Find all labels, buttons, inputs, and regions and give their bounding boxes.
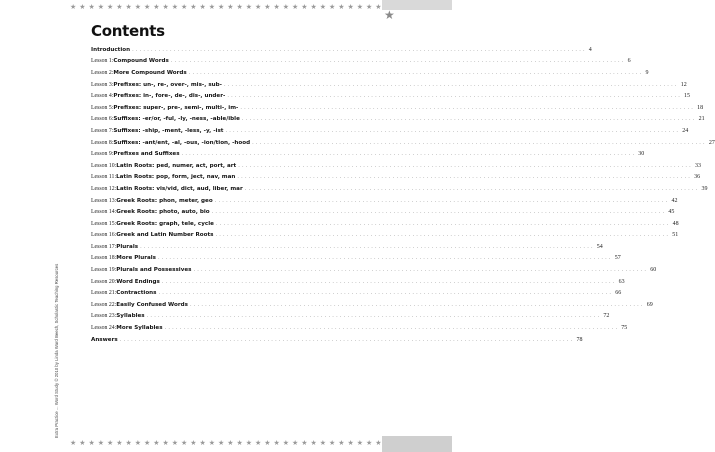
star-icon: ★: [116, 3, 123, 11]
lesson-number: Lesson 15:: [91, 220, 117, 227]
page-number: 4: [588, 46, 592, 53]
star-icon: ★: [153, 439, 160, 447]
lesson-number: Lesson 16:: [91, 232, 117, 239]
star-icon: ★: [70, 439, 77, 447]
dot-leader: ........................................................................................................................: [225, 127, 681, 134]
toc-row: [91, 44, 592, 56]
star-icon: ★: [236, 3, 243, 11]
toc-row: [91, 253, 621, 265]
star-icon: ★: [181, 3, 188, 11]
dot-leader: ........................................................................................................................: [252, 139, 707, 146]
dot-leader: ........................................................................................................................: [237, 174, 693, 181]
star-icon: ★: [134, 3, 142, 11]
dot-leader: ........................................................................................................................: [223, 81, 679, 88]
page-number: 18: [697, 104, 704, 111]
lesson-number: Lesson 7:: [91, 127, 114, 134]
star-icon: ★: [88, 439, 95, 447]
dot-leader: ........................................................................................................................: [146, 313, 602, 320]
star-icon: ★: [227, 439, 234, 447]
star-icon: ★: [292, 439, 299, 447]
lesson-number: Lesson 23:: [91, 313, 117, 320]
star-icon: ★: [218, 3, 225, 11]
toc-row: [91, 114, 705, 126]
page-number: 48: [672, 220, 679, 227]
toc-row: [91, 137, 715, 149]
star-icon: ★: [384, 8, 395, 22]
top-star-border: [70, 2, 382, 12]
star-icon: ★: [319, 439, 327, 447]
dot-leader: ........................................................................................................................: [238, 162, 693, 169]
lesson-number: Lesson 13:: [91, 197, 117, 204]
lesson-number: Lesson 12:: [91, 185, 117, 192]
lesson-number: Lesson 1:: [91, 58, 114, 65]
star-icon: ★: [218, 439, 225, 447]
star-icon: ★: [190, 439, 197, 447]
page-number: 21: [698, 116, 705, 123]
star-icon: ★: [208, 3, 216, 11]
lesson-title: Plurals: [116, 243, 139, 250]
lesson-number: Lesson 3:: [91, 81, 114, 88]
page-number: 60: [650, 267, 657, 274]
star-icon: ★: [88, 3, 95, 11]
lesson-title: More Syllables: [116, 325, 163, 332]
star-icon: ★: [171, 439, 179, 447]
lesson-title: More Plurals: [116, 255, 156, 262]
star-icon: ★: [79, 3, 86, 11]
toc-row: [91, 206, 675, 218]
star-icon: ★: [134, 439, 142, 447]
lesson-title: Prefixes: super-, pre-, semi-, multi-, im-: [113, 104, 239, 111]
star-icon: ★: [255, 439, 262, 447]
dot-leader: ........................................................................................................................: [140, 243, 595, 250]
star-icon: ★: [171, 3, 179, 11]
dot-leader: ........................................................................................................................: [164, 325, 620, 332]
star-icon: ★: [107, 439, 114, 447]
dot-leader: ........................................................................................................................: [215, 232, 671, 239]
page-number: 66: [615, 290, 622, 297]
dot-leader: ........................................................................................................................: [211, 209, 667, 216]
star-icon: ★: [356, 3, 364, 11]
lesson-number: Lesson 18:: [91, 255, 117, 262]
lesson-number: Lesson 9:: [91, 151, 114, 158]
star-icon: ★: [153, 3, 160, 11]
star-icon: ★: [125, 439, 132, 447]
star-icon: ★: [356, 439, 364, 447]
dot-leader: ........................................................................................................................: [193, 267, 649, 274]
toc-row: [91, 276, 625, 288]
page-number: 72: [603, 313, 610, 320]
dot-leader: ........................................................................................................................: [157, 255, 613, 262]
star-icon: ★: [97, 3, 105, 11]
star-icon: ★: [301, 439, 308, 447]
star-icon: ★: [273, 3, 280, 11]
star-icon: ★: [70, 3, 77, 11]
page-number: 12: [680, 81, 687, 88]
lesson-title: Contractions: [116, 290, 157, 297]
toc-row: [91, 322, 628, 334]
star-icon: ★: [338, 439, 345, 447]
star-icon: ★: [319, 3, 327, 11]
star-icon: ★: [144, 439, 151, 447]
lesson-number: Lesson 4:: [91, 93, 114, 100]
toc-row: [91, 299, 653, 311]
page-number: 54: [596, 243, 603, 250]
star-icon: ★: [301, 3, 308, 11]
page-number: 30: [638, 151, 645, 158]
toc-row: [91, 264, 657, 276]
star-icon: ★: [366, 439, 373, 447]
toc-row: [91, 67, 649, 79]
star-icon: ★: [310, 439, 317, 447]
lesson-title: Suffixes: -ant/ent, -al, -ous, -ion/tion, -hood: [113, 139, 251, 146]
lesson-number: Lesson 21:: [91, 290, 117, 297]
star-icon: ★: [310, 3, 317, 11]
toc-row: [91, 148, 645, 160]
page-number: 75: [621, 325, 628, 332]
lesson-number: Lesson 8:: [91, 139, 114, 146]
star-icon: ★: [236, 439, 243, 447]
dot-leader: ........................................................................................................................: [189, 301, 645, 308]
star-icon: ★: [199, 439, 206, 447]
table-of-contents: [91, 44, 715, 345]
toc-row: [91, 172, 701, 184]
dot-leader: ........................................................................................................................: [227, 93, 683, 100]
lesson-title: Syllables: [116, 313, 145, 320]
star-icon: ★: [282, 3, 290, 11]
toc-row: [91, 90, 691, 102]
page-number: 6: [627, 58, 631, 65]
star-icon: ★: [162, 439, 169, 447]
lesson-title: Latin Roots: pop, form, ject, nav, man: [116, 174, 236, 181]
dot-leader: ........................................................................................................................: [244, 185, 700, 192]
star-icon: ★: [366, 3, 373, 11]
lesson-title: Introduction: [91, 46, 131, 53]
page-number: 27: [708, 139, 715, 146]
lesson-title: Greek Roots: graph, tele, cycle: [116, 220, 214, 227]
dot-leader: ........................................................................................................................: [132, 46, 587, 53]
star-icon: ★: [264, 439, 271, 447]
lesson-title: Suffixes: -er/or, -ful, -ly, -ness, -able/ible: [113, 116, 240, 123]
page-number: 9: [645, 69, 649, 76]
copyright-text: Extra Practice ... Word Study © 2010 by Linda Ward Beech, Scholastic Teaching Resources: [54, 263, 59, 438]
star-icon: ★: [199, 3, 206, 11]
dot-leader: ........................................................................................................................: [188, 69, 644, 76]
page-number: 42: [671, 197, 678, 204]
dot-leader: ........................................................................................................................: [215, 220, 671, 227]
toc-row: [91, 230, 679, 242]
lesson-title: Prefixes: un-, re-, over-, mis-, sub-: [113, 81, 222, 88]
dot-leader: ........................................................................................................................: [181, 151, 637, 158]
lesson-number: Lesson 19:: [91, 267, 117, 274]
page-number: 36: [694, 174, 701, 181]
star-icon: ★: [338, 3, 345, 11]
lesson-title: Plurals and Possessives: [116, 267, 192, 274]
dot-leader: ........................................................................................................................: [158, 290, 614, 297]
lesson-number: Lesson 11:: [91, 174, 117, 181]
lesson-title: More Compound Words: [113, 69, 187, 76]
toc-row: [91, 287, 622, 299]
lesson-title: Greek and Latin Number Roots: [116, 232, 214, 239]
lesson-number: Lesson 17:: [91, 243, 117, 250]
lesson-title: Prefixes: in-, fore-, de-, dis-, under-: [113, 93, 226, 100]
lesson-title: Prefixes and Suffixes: [113, 151, 180, 158]
lesson-title: Latin Roots: vis/vid, dict, aud, liber, mar: [116, 185, 243, 192]
toc-row: [91, 102, 704, 114]
lesson-title: Compound Words: [113, 58, 169, 65]
lesson-number: Lesson 22:: [91, 301, 117, 308]
star-icon: ★: [97, 439, 105, 447]
star-icon: ★: [79, 439, 86, 447]
star-icon: ★: [329, 3, 336, 11]
page-number: 33: [694, 162, 701, 169]
lesson-number: Lesson 20:: [91, 278, 117, 285]
dot-leader: ........................................................................................................................: [214, 197, 670, 204]
star-icon: ★: [227, 3, 234, 11]
star-icon: ★: [347, 3, 354, 11]
page-number: 63: [618, 278, 625, 285]
bottom-gray-block: [382, 436, 452, 452]
page-number: 57: [614, 255, 621, 262]
dot-leader: ........................................................................................................................: [240, 104, 696, 111]
lesson-number: Lesson 24:: [91, 325, 117, 332]
star-icon: ★: [125, 3, 132, 11]
lesson-number: Lesson 5:: [91, 104, 114, 111]
toc-row: [91, 311, 610, 323]
toc-row: [91, 125, 689, 137]
star-icon: ★: [107, 3, 114, 11]
toc-row: [91, 160, 701, 172]
lesson-title: Easily Confused Words: [116, 301, 188, 308]
page-number: 78: [576, 336, 583, 343]
toc-row: [91, 195, 678, 207]
spine-credit: [52, 130, 68, 440]
toc-row: [91, 79, 687, 91]
star-icon: ★: [282, 439, 290, 447]
lesson-title: Latin Roots: ped, numer, act, port, art: [116, 162, 237, 169]
toc-row: [91, 56, 631, 68]
star-icon: ★: [245, 439, 253, 447]
page-number: 24: [682, 127, 689, 134]
lesson-title: Suffixes: -ship, -ment, -less, -y, -ist: [113, 127, 224, 134]
star-icon: ★: [181, 439, 188, 447]
toc-row: [91, 334, 583, 346]
dot-leader: ........................................................................................................................: [241, 116, 697, 123]
star-icon: ★: [264, 3, 271, 11]
page-number: 45: [668, 209, 675, 216]
star-icon: ★: [190, 3, 197, 11]
toc-row: [91, 241, 603, 253]
dot-leader: ........................................................................................................................: [119, 336, 575, 343]
dot-leader: ........................................................................................................................: [161, 278, 617, 285]
star-icon: ★: [292, 3, 299, 11]
star-icon: ★: [116, 439, 123, 447]
page-number: 69: [646, 301, 653, 308]
star-icon: ★: [255, 3, 262, 11]
page-title: Contents: [91, 22, 165, 40]
star-icon: ★: [375, 439, 382, 447]
star-icon: ★: [329, 439, 336, 447]
toc-row: [91, 183, 708, 195]
star-icon: ★: [208, 439, 216, 447]
star-icon: ★: [144, 3, 151, 11]
star-icon: ★: [347, 439, 354, 447]
star-icon: ★: [245, 3, 253, 11]
star-icon: ★: [375, 3, 382, 11]
lesson-title: Greek Roots: phon, meter, geo: [116, 197, 213, 204]
page-number: 51: [672, 232, 679, 239]
star-icon: ★: [162, 3, 169, 11]
lesson-title: Word Endings: [116, 278, 160, 285]
lesson-number: Lesson 10:: [91, 162, 117, 169]
page-number: 39: [701, 185, 708, 192]
lesson-number: Lesson 6:: [91, 116, 114, 123]
lesson-title: Answers: [91, 336, 118, 343]
bottom-star-border: [70, 438, 382, 448]
dot-leader: ........................................................................................................................: [170, 58, 626, 65]
lesson-number: Lesson 14:: [91, 209, 117, 216]
lesson-number: Lesson 2:: [91, 69, 114, 76]
star-icon: ★: [273, 439, 280, 447]
lesson-title: Greek Roots: photo, auto, bio: [116, 209, 210, 216]
toc-row: [91, 218, 679, 230]
page-number: 15: [684, 93, 691, 100]
